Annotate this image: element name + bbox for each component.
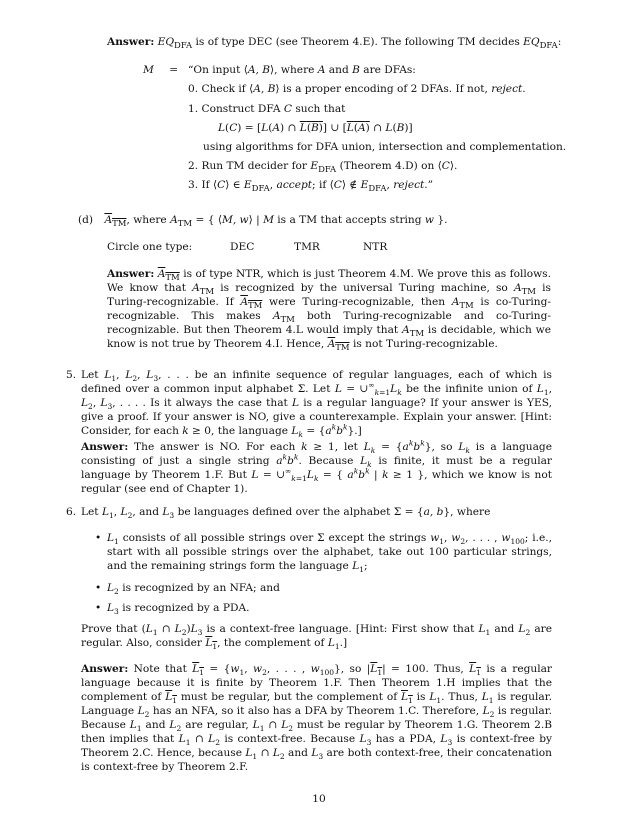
tm-eq: = (169, 64, 179, 76)
q4d-statement: (d) $A_{TM}$, where $A_{TM}$ = { ⟨M, w⟩ | M is a TM that accepts string w }. (78, 214, 448, 230)
q6-bullet-2: $L_2$ is recognized by an NFA; and (107, 582, 280, 597)
tm-line-3: L(C) = [L(A) ∩ L(B)] ∪ [L(A) ∩ L(B)] (218, 122, 413, 134)
q6-answer: Answer: Note that $L_1 = \{w_1$, $w_2$, . . . , $w_{100}$}, so $|L_1| = 100$. Thus, $L_1$ is a regular language because it is finite by Theorem 1.F. Then Theorem 1.H implies that the complement of $L_1$ must be regular, but the complement of $L_1$ is $L_1$. Thus, $L_1$ is regular. Language $L_2$ has an NFA, so it also has a DFA by Theorem 1.C. Therefore, $L_2$ is regular. Because $L_1$ and $L_2$ are regular, $L_1$ ∩ $L_2$ must be regular by Theorem 1.G. Theorem 2.B then implies that $L_1$ ∩ $L_2$ is context-free. Because $L_3$ has a PDA, $L_3$ is context-free by Theorem 2.C. Hence, because $L_1$ ∩ $L_2$ and $L_3$ are both context-free, their concatenation is context-free by Theorem 2.F. (81, 663, 553, 773)
q6-bullet-1: $L_1$ consists of all possible strings over Σ except the strings $w_1$, $w_2$, . . . , $w_{100}$; i.e., start with all possible strings over the alphabet, take out 100 particular strings, and the remaining strings form the language $L_1$; (107, 532, 552, 575)
q5-number: 5. (66, 369, 77, 381)
circle-prompt: Circle one type: (107, 241, 193, 253)
tm-line-2: 1. Construct DFA C such that (188, 103, 346, 115)
answer-label: Answer: (81, 441, 129, 453)
type-option-dec[interactable]: DEC (230, 241, 255, 253)
q6-number: 6. (66, 506, 77, 518)
page-number: 10 (312, 793, 326, 805)
tm-line-6: 3. If ⟨C⟩ ∈ $E_{DFA}$, accept; if ⟨C⟩ ∉ $E_{DFA}$, reject.” (188, 179, 434, 195)
tm-line-0: “On input ⟨A, B⟩, where A and B are DFAs: (188, 64, 416, 76)
bullet-icon: • (95, 602, 102, 614)
q5-question: Let $L_1$, $L_2$, $L_3$, . . . be an infinite sequence of regular languages, each of which is defined over a common input alphabet Σ. Let $L = \cup^\infty_{k=1}L_k$ be the infinite union of $L_1$, $L_2$, $L_3$, . . . . Is it always the case that L is a regular language? If your answer is YES, give a proof. If your answer is NO, give a counterexample. Explain your answer. [Hint: Consider, for each k ≥ 0, the language $L_k = \{a^kb^k\}$.] (81, 369, 552, 439)
bullet-icon: • (95, 582, 102, 594)
tm-definition-lhs (143, 64, 178, 78)
bullet-icon: • (95, 532, 102, 544)
q4d-label: (d) (78, 214, 94, 226)
q4c-answer-text: $EQ_{DFA}$ is of type DEC (see Theorem 4.E). The following TM decides $EQ_{DFA}$: (157, 36, 562, 52)
answer-label: Answer: (107, 36, 155, 48)
q4c-answer-line (107, 36, 561, 50)
q5-answer: Answer: The answer is NO. For each k ≥ 1, let $L_k = \{a^kb^k\}$, so $L_k$ is a language consisting of just a single string $a^kb^k$. Because $L_k$ is finite, it must be a regular language by Theorem 1.F. But $L = \cup^\infty_{k=1}L_k$ = { $a^kb^k$ | k ≥ 1 }, which we know is not regular (see end of Chapter 1). (81, 438, 552, 495)
type-option-tmr[interactable]: TMR (294, 241, 320, 253)
tm-line-1: 0. Check if ⟨A, B⟩ is a proper encoding of 2 DFAs. If not, reject. (188, 83, 526, 95)
answer-label: Answer: (107, 268, 155, 280)
q4d-answer: Answer: $A_{TM}$ is of type NTR, which is just Theorem 4.M. We prove this as follows. We know that $A_{TM}$ is recognized by the universal Turing machine, so $A_{TM}$ is Turing-recognizable. If $A_{TM}$ were Turing-recognizable, then $A_{TM}$ is co-Turing-recognizable. This makes $A_{TM}$ both Turing-recognizable and co-Turing-recognizable. But then Theorem 4.L would imply that $A_{TM}$ is decidable, which we know is not true by Theorem 4.I. Hence, $A_{TM}$ is not Turing-recognizable. (107, 268, 551, 353)
tm-name: M (143, 64, 154, 76)
answer-label: Answer: (81, 663, 129, 675)
q6-prove: Prove that ($L_1$ ∩ $L_2)L_3$ is a context-free language. [Hint: First show that $L_1$ and $L_2$ are regular. Also, consider $L_1$, the complement of $L_1$.] (81, 623, 552, 652)
q6-intro: Let $L_1$, $L_2$, and $L_3$ be languages defined over the alphabet Σ = {a, b}, where (81, 506, 491, 521)
tm-line-4: using algorithms for DFA union, intersection and complementation. (203, 141, 567, 153)
type-option-ntr[interactable]: NTR (363, 241, 388, 253)
q4d-circle-row (107, 241, 192, 255)
tm-line-5: 2. Run TM decider for $E_{DFA}$ (Theorem 4.D) on ⟨C⟩. (188, 160, 458, 176)
q6-bullet-3: $L_3$ is recognized by a PDA. (107, 602, 250, 617)
